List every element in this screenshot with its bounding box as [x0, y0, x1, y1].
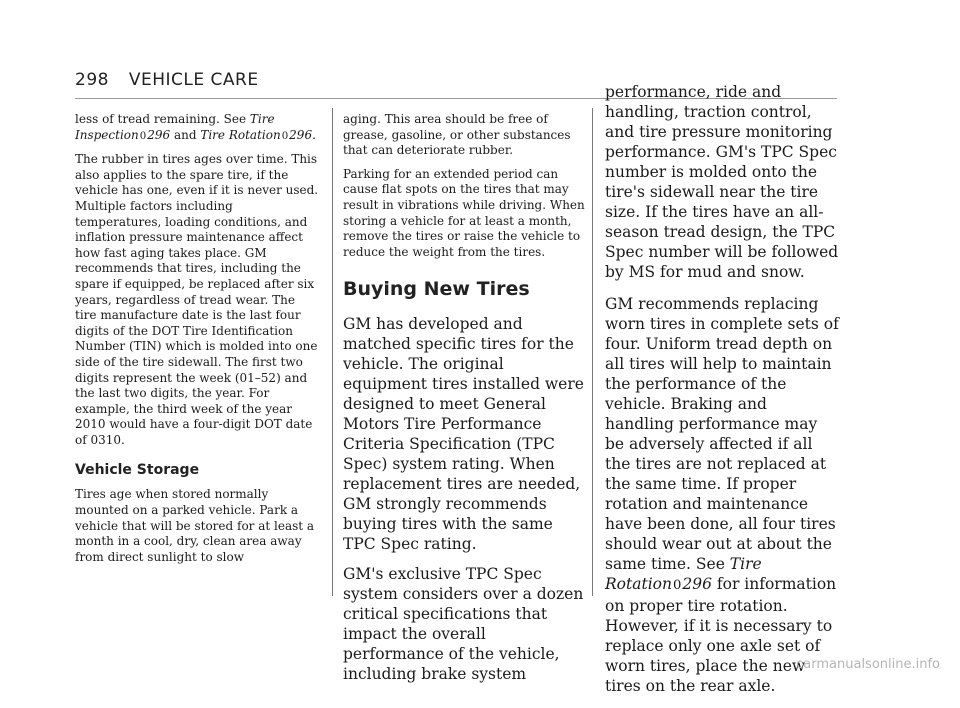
page-number: 298	[75, 70, 109, 90]
column-divider-2	[592, 108, 593, 596]
paragraph-flat-spots: Parking for an extended period can cause flat spots on the tires that may result in vibrations while driving. When storing a vehicle for at least a month, remove the tires or raise the vehicle to reduce the weight from the tires.	[343, 166, 585, 259]
column-1	[75, 112, 320, 573]
tire-rotation-link[interactable]: Tire Rotation	[200, 127, 281, 142]
page-ref-296[interactable]: 296.	[289, 127, 316, 142]
page-ref-arrow-icon: 0	[281, 130, 289, 142]
page-ref-296[interactable]: 296	[147, 127, 171, 142]
paragraph-tire-aging: The rubber in tires ages over time. This also applies to the spare tire, if the vehicle has one, even if it is never used. Multiple factors including temperatures, loading conditions, and inflation pressure maintenance affect how fast aging takes place. GM recommends that tires, including the spare if equipped, be replaced after six years, regardless of tread wear. The tire manufacture date is the last four digits of the DOT Tire Identification Number (TIN) which is molded into one side of the tire sidewall. The first two digits represent the week (01–52) and the last two digits, the year. For example, the third week of the year 2010 would have a four-digit DOT date of 0310.	[75, 152, 319, 447]
paragraph-tpc-spec: GM's exclusive TPC Spec system considers over a dozen critical specifications that impact the overall performance of the vehicle, including brake system	[343, 565, 584, 684]
page-ref-arrow-icon: 0	[672, 578, 682, 593]
heading-vehicle-storage: Vehicle Storage	[75, 462, 200, 479]
column-3	[605, 82, 840, 708]
watermark: carmanualsonline.info	[796, 657, 940, 672]
section-title: VEHICLE CARE	[128, 70, 259, 90]
paragraph-performance: performance, ride and handling, traction control, and tire pressure monitoring performance. GM's TPC Spec number is molded onto the tire's sidewall near the tire size. If the tires have an all-season tread design, the TPC Spec number will be followed by MS for mud and snow.	[605, 83, 839, 281]
page-ref-296[interactable]: 296	[682, 575, 712, 593]
paragraph-storage: Tires age when stored normally mounted on a parked vehicle. Park a vehicle that will be stored for at least a month in a cool, dry, clean area away from direct sunlight to slow	[75, 487, 315, 564]
paragraph-aging-area: aging. This area should be free of grease, gasoline, or other substances that can deteriorate rubber.	[343, 112, 571, 158]
column-2	[343, 112, 590, 694]
paragraph-replacing-tires: GM recommends replacing worn tires in complete sets of four. Uniform tread depth on all tires will help to maintain the performance of the vehicle. Braking and handling performance may be adversely affected if all the tires are not replaced at the same time. If proper rotation and maintenance have been done, all four tires should wear out at about the same time. See Tire Rotation0296 for information on proper tire rotation. However, if it is necessary to replace only one axle set of worn tires, place the new tires on the rear axle.	[605, 295, 839, 695]
tire-rotation-link[interactable]: Tire Rotation	[605, 555, 762, 593]
page-ref-arrow-icon: 0	[139, 130, 147, 142]
paragraph-gm-tires: GM has developed and matched specific tires for the vehicle. The original equipment tires installed were designed to meet General Motors Tire Performance Criteria Specification (TPC Spec) system rating. When replacement tires are needed, GM strongly recommends buying tires with the same TPC Spec rating.	[343, 315, 584, 554]
heading-buying-new-tires: Buying New Tires	[343, 278, 530, 301]
paragraph-tread-reference: less of tread remaining. See Tire Inspection0296 and Tire Rotation0296.	[75, 112, 316, 142]
page-header	[75, 70, 259, 90]
tire-inspection-link[interactable]: Tire Inspection	[75, 112, 275, 142]
column-divider-1	[332, 108, 333, 596]
